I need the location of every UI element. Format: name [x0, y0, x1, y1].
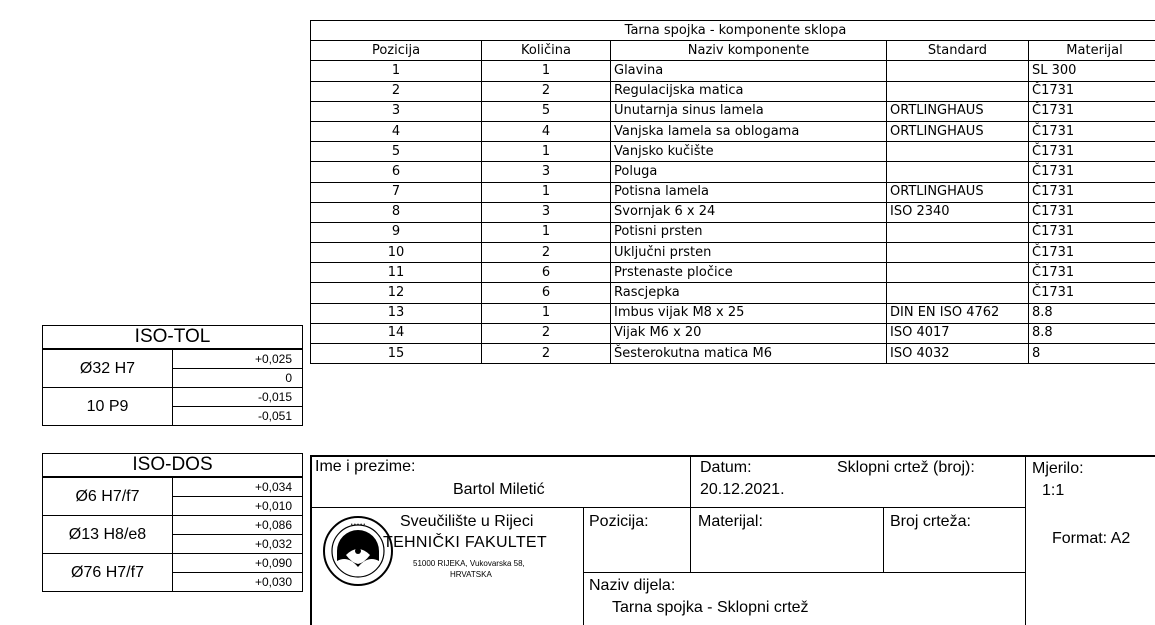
material-cell: 8.8 — [1029, 303, 1155, 323]
position-cell: 14 — [311, 323, 482, 343]
table-row — [311, 344, 1155, 364]
component-name-cell: Glavina — [611, 61, 887, 81]
quantity-cell: 2 — [482, 323, 611, 343]
table-row — [311, 101, 1155, 121]
material-cell: Č1731 — [1029, 101, 1155, 121]
position-cell: 1 — [311, 61, 482, 81]
position-cell: 3 — [311, 101, 482, 121]
component-name-cell: Svornjak 6 x 24 — [611, 202, 887, 222]
iso-dos-table — [42, 453, 303, 592]
bom-title: Tarna spojka - komponente sklopa — [311, 21, 1155, 41]
title-block — [310, 455, 1155, 625]
quantity-cell: 1 — [482, 303, 611, 323]
name-label: Ime i prezime: — [315, 458, 415, 476]
bom-body — [311, 61, 1155, 364]
fit-lower: +0,032 — [173, 535, 303, 554]
fit-upper: +0,090 — [173, 554, 303, 573]
part-name-value: Tarna spojka - Sklopni crtež — [612, 599, 809, 617]
table-row — [311, 61, 1155, 81]
quantity-cell: 1 — [482, 142, 611, 162]
standard-cell: ISO 2340 — [887, 202, 1029, 222]
material-cell: 8.8 — [1029, 323, 1155, 343]
fit-lower: +0,030 — [173, 573, 303, 592]
quantity-cell: 1 — [482, 61, 611, 81]
component-name-cell: Vanjsko kučište — [611, 142, 887, 162]
part-name-label: Naziv dijela: — [589, 577, 675, 595]
component-name-cell: Potisni prsten — [611, 222, 887, 242]
fit-name: Ø76 H7/f7 — [43, 554, 173, 592]
fit-upper: +0,034 — [173, 477, 303, 497]
scale-label: Mjerilo: — [1032, 460, 1084, 478]
quantity-cell: 2 — [482, 344, 611, 364]
iso-tol-title: ISO-TOL — [43, 326, 303, 350]
standard-cell — [887, 81, 1029, 101]
position-cell: 8 — [311, 202, 482, 222]
iso-dos-title: ISO-DOS — [43, 454, 303, 478]
material-cell: Č1731 — [1029, 81, 1155, 101]
table-row — [311, 162, 1155, 182]
tolerance-lower: 0 — [173, 369, 303, 388]
position-cell: 2 — [311, 81, 482, 101]
component-name-cell: Imbus vijak M8 x 25 — [611, 303, 887, 323]
standard-cell: ORTLINGHAUS — [887, 182, 1029, 202]
table-row — [311, 283, 1155, 303]
faculty-name: TEHNIČKI FAKULTET — [383, 534, 547, 552]
svg-text:• • • • •: • • • • • — [351, 522, 366, 528]
tolerance-upper: +0,025 — [173, 349, 303, 369]
component-name-cell: Vanjska lamela sa oblogama — [611, 121, 887, 141]
position-cell: 12 — [311, 283, 482, 303]
standard-cell — [887, 263, 1029, 283]
position-label: Pozicija: — [589, 513, 649, 531]
standard-cell — [887, 162, 1029, 182]
material-cell: 8 — [1029, 344, 1155, 364]
component-name-cell: Prstenaste pločice — [611, 263, 887, 283]
position-cell: 13 — [311, 303, 482, 323]
position-cell: 6 — [311, 162, 482, 182]
position-cell: 5 — [311, 142, 482, 162]
material-cell: Č1731 — [1029, 283, 1155, 303]
quantity-cell: 2 — [482, 81, 611, 101]
bom-header-row — [311, 41, 1155, 61]
name-value: Bartol Miletić — [453, 481, 545, 499]
fit-name: Ø13 H8/e8 — [43, 516, 173, 554]
tolerance-name: 10 P9 — [43, 388, 173, 426]
position-cell: 11 — [311, 263, 482, 283]
format-value: Format: A2 — [1052, 530, 1130, 548]
position-cell: 10 — [311, 243, 482, 263]
table-row — [311, 182, 1155, 202]
table-row — [311, 263, 1155, 283]
tolerance-upper: -0,015 — [173, 388, 303, 407]
quantity-cell: 1 — [482, 222, 611, 242]
table-row — [311, 323, 1155, 343]
standard-cell — [887, 243, 1029, 263]
table-row — [311, 243, 1155, 263]
quantity-cell: 4 — [482, 121, 611, 141]
material-cell: Č1731 — [1029, 142, 1155, 162]
material-cell: Č1731 — [1029, 243, 1155, 263]
fit-lower: +0,010 — [173, 497, 303, 516]
tolerance-name: Ø32 H7 — [43, 349, 173, 388]
component-name-cell: Unutarnja sinus lamela — [611, 101, 887, 121]
component-name-cell: Regulacijska matica — [611, 81, 887, 101]
standard-cell: ORTLINGHAUS — [887, 121, 1029, 141]
material-cell: Č1731 — [1029, 263, 1155, 283]
col-header-material: Materijal — [1029, 41, 1155, 61]
table-row — [311, 202, 1155, 222]
iso-tol-table — [42, 325, 303, 426]
material-cell: Č1731 — [1029, 121, 1155, 141]
table-row — [311, 81, 1155, 101]
component-name-cell: Rascjepka — [611, 283, 887, 303]
drawing-number-label: Broj crteža: — [890, 513, 971, 531]
quantity-cell: 2 — [482, 243, 611, 263]
component-name-cell: Vijak M6 x 20 — [611, 323, 887, 343]
quantity-cell: 3 — [482, 202, 611, 222]
col-header-position: Pozicija — [311, 41, 482, 61]
position-cell: 7 — [311, 182, 482, 202]
fit-name: Ø6 H7/f7 — [43, 477, 173, 516]
standard-cell — [887, 61, 1029, 81]
material-cell: Č1731 — [1029, 182, 1155, 202]
fit-upper: +0,086 — [173, 516, 303, 535]
material-cell: Č1731 — [1029, 222, 1155, 242]
col-header-component-name: Naziv komponente — [611, 41, 887, 61]
quantity-cell: 3 — [482, 162, 611, 182]
standard-cell: ISO 4017 — [887, 323, 1029, 343]
component-name-cell: Poluga — [611, 162, 887, 182]
bom-title-row — [311, 21, 1155, 41]
bom-table — [310, 20, 1155, 364]
standard-cell — [887, 222, 1029, 242]
component-name-cell: Uključni prsten — [611, 243, 887, 263]
standard-cell: ISO 4032 — [887, 344, 1029, 364]
standard-cell — [887, 283, 1029, 303]
position-cell: 15 — [311, 344, 482, 364]
scale-value: 1:1 — [1042, 482, 1064, 500]
assembly-drawing-label: Sklopni crtež (broj): — [837, 459, 975, 477]
date-value: 20.12.2021. — [700, 481, 785, 499]
standard-cell — [887, 142, 1029, 162]
table-row — [311, 303, 1155, 323]
standard-cell: DIN EN ISO 4762 — [887, 303, 1029, 323]
table-row — [311, 142, 1155, 162]
component-name-cell: Potisna lamela — [611, 182, 887, 202]
component-name-cell: Šesterokutna matica M6 — [611, 344, 887, 364]
quantity-cell: 6 — [482, 283, 611, 303]
date-label: Datum: — [700, 459, 752, 477]
position-cell: 9 — [311, 222, 482, 242]
table-row — [311, 222, 1155, 242]
quantity-cell: 6 — [482, 263, 611, 283]
address-line-2: HRVATSKA — [450, 570, 492, 579]
address-line-1: 51000 RIJEKA, Vukovarska 58, — [413, 559, 525, 568]
quantity-cell: 5 — [482, 101, 611, 121]
material-cell: SL 300 — [1029, 61, 1155, 81]
material-cell: Č1731 — [1029, 162, 1155, 182]
table-row — [311, 121, 1155, 141]
material-label: Materijal: — [698, 513, 763, 531]
quantity-cell: 1 — [482, 182, 611, 202]
tolerance-lower: -0,051 — [173, 407, 303, 426]
col-header-standard: Standard — [887, 41, 1029, 61]
position-cell: 4 — [311, 121, 482, 141]
col-header-quantity: Količina — [482, 41, 611, 61]
material-cell: Č1731 — [1029, 202, 1155, 222]
university-name: Sveučilište u Rijeci — [400, 513, 533, 531]
standard-cell: ORTLINGHAUS — [887, 101, 1029, 121]
